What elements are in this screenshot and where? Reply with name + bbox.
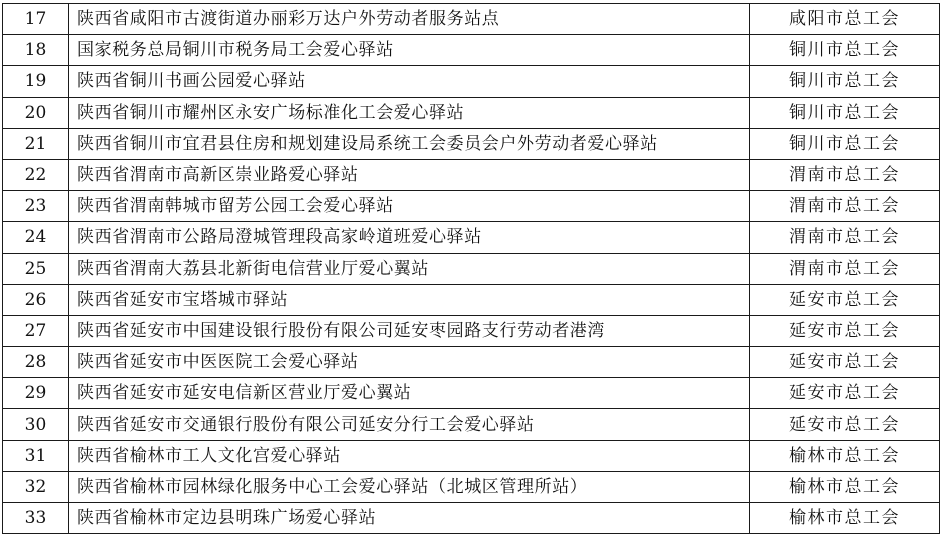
station-name: 陕西省渭南大荔县北新街电信营业厅爱心翼站: [69, 253, 750, 284]
table-row: [3, 378, 940, 409]
table-row: [3, 471, 940, 502]
table-row: [3, 128, 940, 159]
station-name: 国家税务总局铜川市税务局工会爱心驿站: [69, 35, 750, 66]
union-org: 渭南市总工会: [750, 222, 940, 253]
row-number: 25: [3, 253, 69, 284]
union-org: 榆林市总工会: [750, 440, 940, 471]
union-org: 渭南市总工会: [750, 253, 940, 284]
station-name: 陕西省延安市宝塔城市驿站: [69, 284, 750, 315]
row-number: 24: [3, 222, 69, 253]
row-number: 23: [3, 191, 69, 222]
station-name: 陕西省渭南韩城市留芳公园工会爱心驿站: [69, 191, 750, 222]
station-name: 陕西省渭南市高新区崇业路爱心驿站: [69, 159, 750, 190]
station-name: 陕西省延安市中国建设银行股份有限公司延安枣园路支行劳动者港湾: [69, 315, 750, 346]
row-number: 30: [3, 409, 69, 440]
table-row: [3, 409, 940, 440]
union-org: 咸阳市总工会: [750, 4, 940, 35]
station-name: 陕西省榆林市工人文化宫爱心驿站: [69, 440, 750, 471]
table-row: [3, 315, 940, 346]
row-number: 31: [3, 440, 69, 471]
table-row: [3, 284, 940, 315]
union-org: 延安市总工会: [750, 409, 940, 440]
union-org: 榆林市总工会: [750, 503, 940, 534]
table-row: [3, 35, 940, 66]
row-number: 20: [3, 97, 69, 128]
row-number: 21: [3, 128, 69, 159]
table-row: [3, 4, 940, 35]
station-name: 陕西省延安市交通银行股份有限公司延安分行工会爱心驿站: [69, 409, 750, 440]
row-number: 17: [3, 4, 69, 35]
row-number: 32: [3, 471, 69, 502]
union-org: 延安市总工会: [750, 315, 940, 346]
table-row: [3, 66, 940, 97]
table-row: [3, 347, 940, 378]
station-name: 陕西省延安市延安电信新区营业厅爱心翼站: [69, 378, 750, 409]
station-name: 陕西省渭南市公路局澄城管理段高家岭道班爱心驿站: [69, 222, 750, 253]
union-org: 渭南市总工会: [750, 191, 940, 222]
union-org: 延安市总工会: [750, 378, 940, 409]
station-name: 陕西省榆林市园林绿化服务中心工会爱心驿站（北城区管理所站）: [69, 471, 750, 502]
table-row: [3, 440, 940, 471]
row-number: 18: [3, 35, 69, 66]
table-row: [3, 159, 940, 190]
station-name: 陕西省延安市中医医院工会爱心驿站: [69, 347, 750, 378]
station-name: 陕西省铜川市耀州区永安广场标准化工会爱心驿站: [69, 97, 750, 128]
row-number: 33: [3, 503, 69, 534]
union-org: 铜川市总工会: [750, 128, 940, 159]
row-number: 27: [3, 315, 69, 346]
station-table-body: [3, 4, 940, 534]
union-org: 延安市总工会: [750, 347, 940, 378]
station-name: 陕西省榆林市定边县明珠广场爱心驿站: [69, 503, 750, 534]
row-number: 28: [3, 347, 69, 378]
union-org: 延安市总工会: [750, 284, 940, 315]
table-row: [3, 191, 940, 222]
table-row: [3, 253, 940, 284]
table-row: [3, 222, 940, 253]
row-number: 22: [3, 159, 69, 190]
row-number: 19: [3, 66, 69, 97]
station-table: [2, 3, 940, 534]
station-name: 陕西省咸阳市古渡街道办丽彩万达户外劳动者服务站点: [69, 4, 750, 35]
union-org: 铜川市总工会: [750, 35, 940, 66]
table-row: [3, 503, 940, 534]
station-name: 陕西省铜川市宜君县住房和规划建设局系统工会委员会户外劳动者爱心驿站: [69, 128, 750, 159]
union-org: 铜川市总工会: [750, 66, 940, 97]
union-org: 榆林市总工会: [750, 471, 940, 502]
row-number: 26: [3, 284, 69, 315]
table-row: [3, 97, 940, 128]
station-name: 陕西省铜川书画公园爱心驿站: [69, 66, 750, 97]
union-org: 渭南市总工会: [750, 159, 940, 190]
row-number: 29: [3, 378, 69, 409]
union-org: 铜川市总工会: [750, 97, 940, 128]
